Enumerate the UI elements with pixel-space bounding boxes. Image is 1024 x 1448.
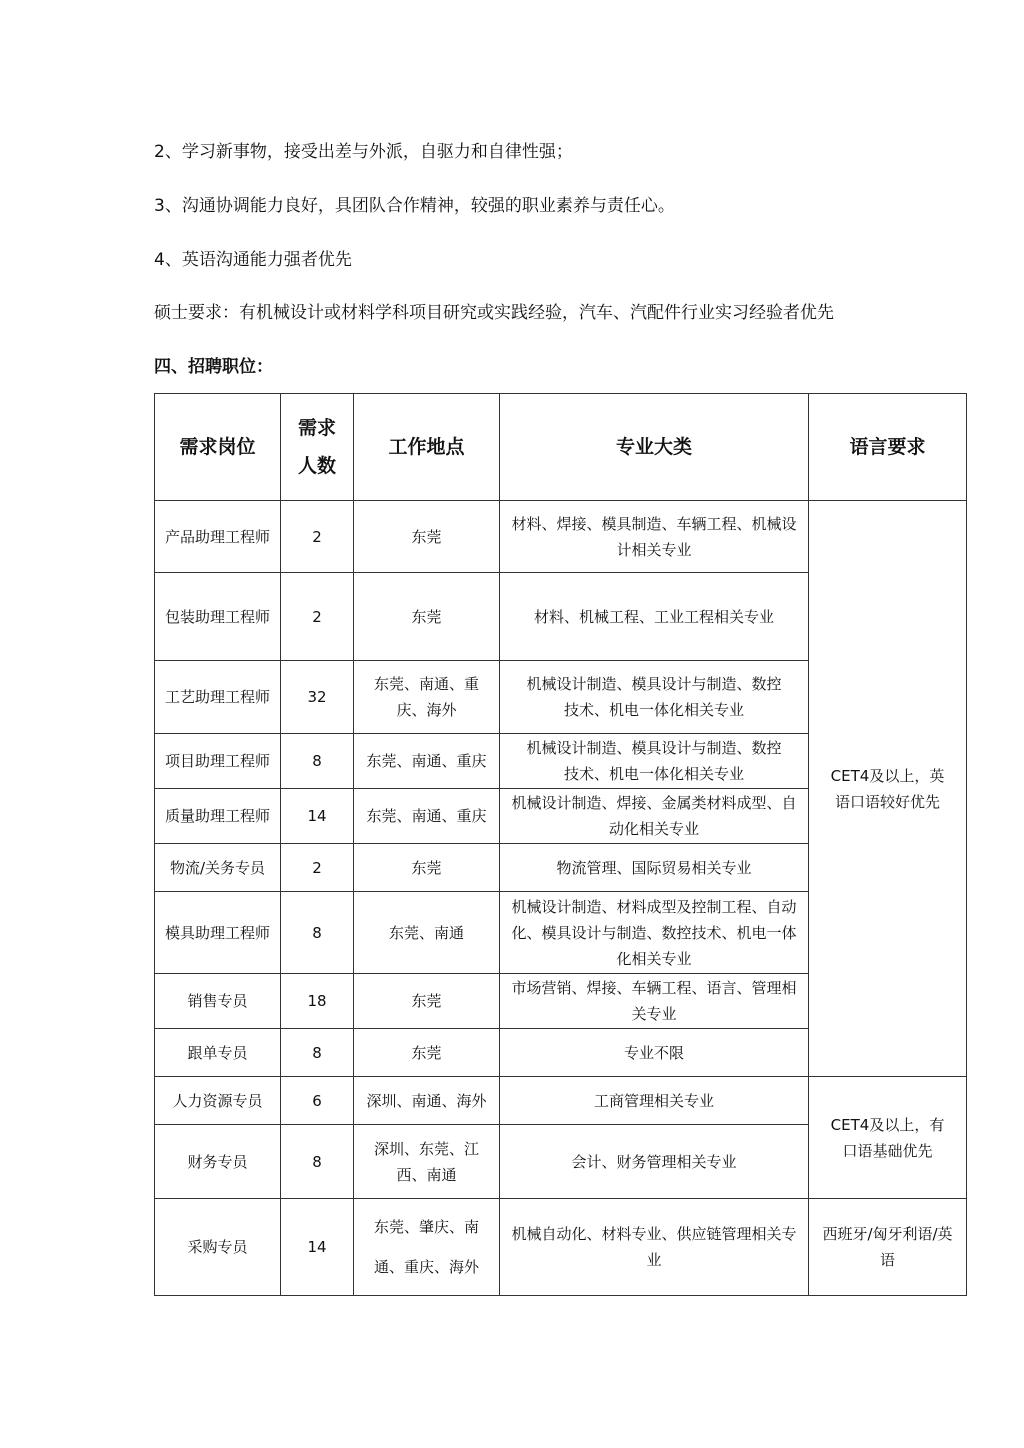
cell-count: 32: [281, 661, 354, 734]
header-position: 需求岗位: [155, 394, 281, 501]
cell-count: 2: [281, 501, 354, 573]
cell-location: 东莞、南通、重庆、海外: [354, 661, 500, 734]
cell-language-group3: 西班牙/匈牙利语/英语: [809, 1199, 967, 1296]
cell-count: 14: [281, 789, 354, 844]
cell-major: 材料、焊接、模具制造、车辆工程、机械设计相关专业: [500, 501, 809, 573]
cell-major: 机械自动化、材料专业、供应链管理相关专业: [500, 1199, 809, 1296]
cell-major: 市场营销、焊接、车辆工程、语言、管理相关专业: [500, 974, 809, 1029]
cell-position: 销售专员: [155, 974, 281, 1029]
table-row: [155, 1199, 967, 1296]
cell-major: 机械设计制造、模具设计与制造、数控技术、机电一体化相关专业: [500, 661, 809, 734]
cell-location: 东莞: [354, 974, 500, 1029]
cell-language-group1: CET4及以上，英语口语较好优先: [809, 501, 967, 1077]
header-count: 需求人数: [281, 394, 354, 501]
cell-location: 东莞: [354, 1029, 500, 1077]
cell-major: 机械设计制造、材料成型及控制工程、自动化、模具设计与制造、数控技术、机电一体化相关专业: [500, 892, 809, 974]
cell-position: 工艺助理工程师: [155, 661, 281, 734]
cell-count: 14: [281, 1199, 354, 1296]
cell-count: 8: [281, 1029, 354, 1077]
cell-count: 2: [281, 573, 354, 661]
cell-location: 深圳、东莞、江西、南通: [354, 1125, 500, 1199]
master-requirement: 硕士要求：有机械设计或材料学科项目研究或实践经验，汽车、汽配件行业实习经验者优先: [154, 303, 834, 323]
cell-location: 东莞、肇庆、南通、重庆、海外: [354, 1199, 500, 1296]
cell-count: 8: [281, 734, 354, 789]
cell-count: 2: [281, 844, 354, 892]
cell-position: 跟单专员: [155, 1029, 281, 1077]
cell-count: 6: [281, 1077, 354, 1125]
requirement-item-2: 2、学习新事物，接受出差与外派，自驱力和自律性强；: [154, 142, 573, 162]
cell-language-group2: CET4及以上，有口语基础优先: [809, 1077, 967, 1199]
cell-position: 质量助理工程师: [155, 789, 281, 844]
cell-position: 财务专员: [155, 1125, 281, 1199]
cell-major: 机械设计制造、模具设计与制造、数控技术、机电一体化相关专业: [500, 734, 809, 789]
cell-location: 东莞、南通、重庆: [354, 734, 500, 789]
cell-position: 产品助理工程师: [155, 501, 281, 573]
cell-location: 东莞、南通、重庆: [354, 789, 500, 844]
requirement-item-4: 4、英语沟通能力强者优先: [154, 250, 352, 270]
cell-location: 深圳、南通、海外: [354, 1077, 500, 1125]
cell-position: 包装助理工程师: [155, 573, 281, 661]
cell-location: 东莞: [354, 844, 500, 892]
requirement-item-3: 3、沟通协调能力良好，具团队合作精神，较强的职业素养与责任心。: [154, 196, 675, 216]
cell-major: 专业不限: [500, 1029, 809, 1077]
cell-major: 材料、机械工程、工业工程相关专业: [500, 573, 809, 661]
cell-location: 东莞: [354, 573, 500, 661]
header-language: 语言要求: [809, 394, 967, 501]
cell-count: 8: [281, 892, 354, 974]
cell-major: 机械设计制造、焊接、金属类材料成型、自动化相关专业: [500, 789, 809, 844]
cell-major: 会计、财务管理相关专业: [500, 1125, 809, 1199]
cell-location: 东莞、南通: [354, 892, 500, 974]
cell-position: 项目助理工程师: [155, 734, 281, 789]
cell-location: 东莞: [354, 501, 500, 573]
cell-major: 物流管理、国际贸易相关专业: [500, 844, 809, 892]
cell-count: 8: [281, 1125, 354, 1199]
job-table: [154, 393, 967, 1296]
cell-major: 工商管理相关专业: [500, 1077, 809, 1125]
cell-position: 模具助理工程师: [155, 892, 281, 974]
cell-position: 物流/关务专员: [155, 844, 281, 892]
section-title: 四、招聘职位：: [154, 357, 273, 377]
header-location: 工作地点: [354, 394, 500, 501]
table-header-row: [155, 394, 967, 501]
cell-position: 人力资源专员: [155, 1077, 281, 1125]
header-major: 专业大类: [500, 394, 809, 501]
cell-position: 采购专员: [155, 1199, 281, 1296]
cell-count: 18: [281, 974, 354, 1029]
table-row: [155, 1077, 967, 1125]
table-row: [155, 501, 967, 573]
